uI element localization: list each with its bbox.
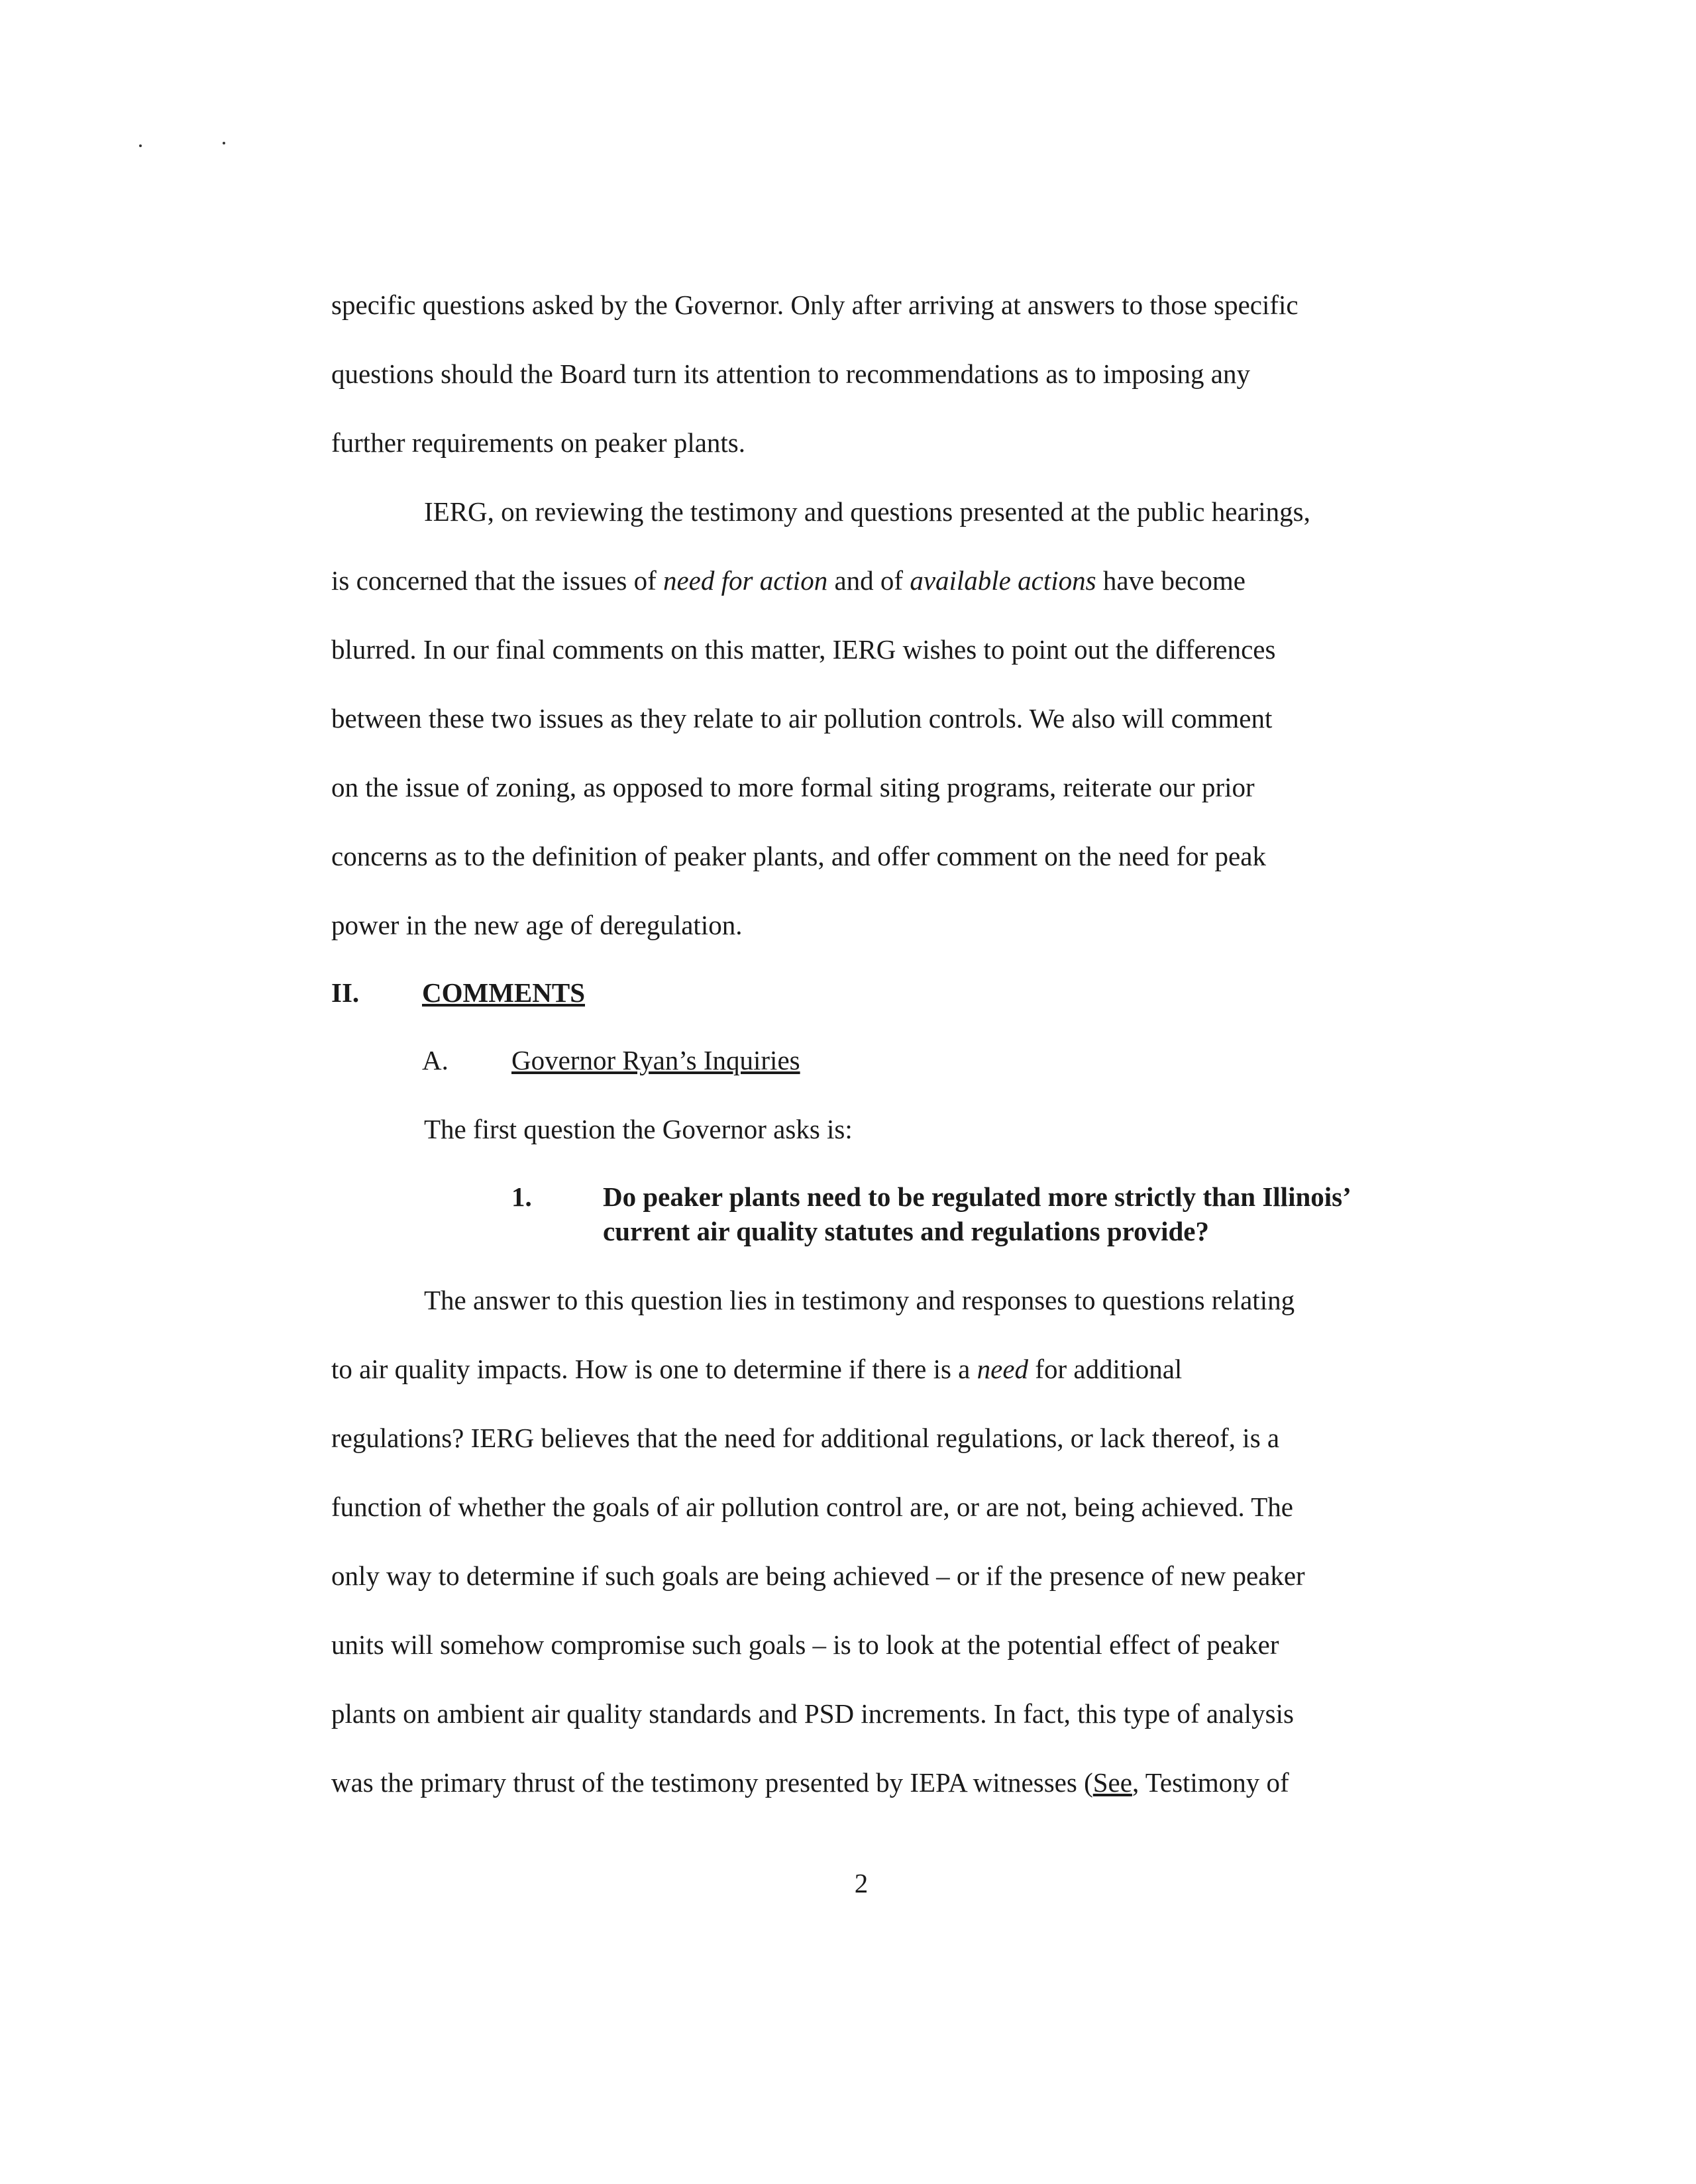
paragraph-3-line bbox=[331, 1767, 1289, 1798]
paragraph-2-line: IERG, on reviewing the testimony and questions presented at the public hearings, bbox=[424, 496, 1310, 527]
question-text: Do peaker plants need to be regulated more strictly than Illinois’ current air quality statutes and regulations provide? bbox=[603, 1181, 1350, 1246]
text-span: and of bbox=[827, 565, 910, 596]
paragraph-2-line: between these two issues as they relate to air pollution controls. We also will comment bbox=[331, 703, 1273, 734]
paragraph-2-line bbox=[331, 565, 1246, 596]
paragraph-2-line: on the issue of zoning, as opposed to more formal siting programs, reiterate our prior bbox=[331, 772, 1255, 802]
text-span: is concerned that the issues of bbox=[331, 565, 663, 596]
subsection-letter: A. bbox=[422, 1045, 449, 1075]
section-number: II. bbox=[331, 977, 360, 1008]
paragraph-3-line: regulations? IERG believes that the need for additional regulations, or lack thereof, is a bbox=[331, 1423, 1280, 1453]
paragraph-3-line: only way to determine if such goals are being achieved – or if the presence of new peaker bbox=[331, 1560, 1305, 1591]
paragraph-1-line: questions should the Board turn its attention to recommendations as to imposing any bbox=[331, 358, 1250, 389]
text-span: for additional bbox=[1028, 1354, 1183, 1384]
text-span: to air quality impacts. How is one to determine if there is a bbox=[331, 1354, 977, 1384]
emphasis-need: need bbox=[977, 1354, 1029, 1384]
paragraph-3-line: units will somehow compromise such goals – is to look at the potential effect of peaker bbox=[331, 1629, 1279, 1660]
paragraph-2-line: power in the new age of deregulation. bbox=[331, 910, 743, 940]
scan-speck bbox=[223, 142, 225, 144]
intro-line: The first question the Governor asks is: bbox=[424, 1114, 853, 1144]
paragraph-2-line: blurred. In our final comments on this matter, IERG wishes to point out the differences bbox=[331, 634, 1276, 665]
subsection-title: Governor Ryan’s Inquiries bbox=[511, 1045, 800, 1075]
paragraph-1-line: further requirements on peaker plants. bbox=[331, 427, 746, 458]
text-span: was the primary thrust of the testimony presented by IEPA witnesses ( bbox=[331, 1767, 1093, 1798]
paragraph-1-line: specific questions asked by the Governor. Only after arriving at answers to those specific bbox=[331, 290, 1298, 320]
paragraph-3-line: The answer to this question lies in testimony and responses to questions relating bbox=[424, 1285, 1295, 1315]
scan-speck bbox=[139, 144, 142, 147]
emphasis-available-actions: available actions bbox=[910, 565, 1096, 596]
section-title: COMMENTS bbox=[422, 977, 585, 1008]
text-span: , Testimony of bbox=[1132, 1767, 1289, 1798]
text-span: have become bbox=[1096, 565, 1246, 596]
citation-see: See bbox=[1092, 1767, 1132, 1798]
paragraph-2-line: concerns as to the definition of peaker plants, and offer comment on the need for peak bbox=[331, 841, 1266, 871]
question-number: 1. bbox=[511, 1181, 532, 1212]
paragraph-3-line: plants on ambient air quality standards and PSD increments. In fact, this type of analysis bbox=[331, 1698, 1294, 1729]
paragraph-3-line bbox=[331, 1353, 1182, 1385]
page-number: 2 bbox=[854, 1868, 869, 1898]
emphasis-need-for-action: need for action bbox=[662, 565, 828, 596]
paragraph-3-line: function of whether the goals of air pollution control are, or are not, being achieved. The bbox=[331, 1492, 1293, 1522]
